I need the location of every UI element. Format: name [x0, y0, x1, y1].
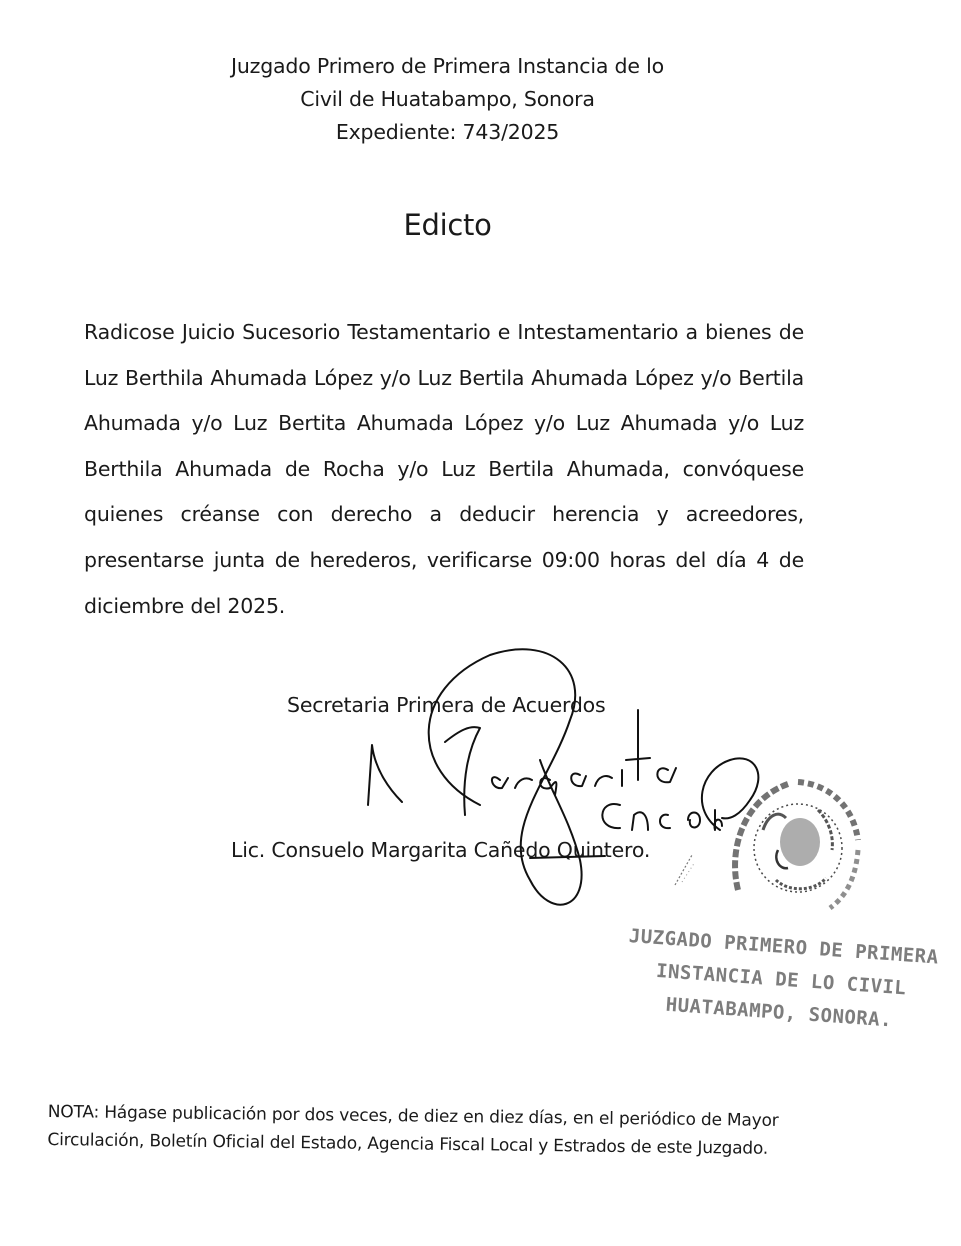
publication-note: NOTA: Hágase publicación por dos veces, de diez en diez días, en el periódico de Mayor Circulación, Boletín Oficial del Estado, Agencia Fiscal Local y Estrados de este Juzgado. [47, 1101, 779, 1159]
stamp-line1: JUZGADO PRIMERO DE PRIMERA [628, 924, 940, 969]
signature-initial [368, 745, 402, 805]
stamp-line3: HUATABAMPO, SONORA. [664, 993, 893, 1032]
mexican-coat-of-arms-seal [718, 770, 870, 922]
signatory-role: Secretaria Primera de Acuerdos [287, 693, 606, 717]
document-title: Edicto [403, 208, 492, 242]
signatory-name: Lic. Consuelo Margarita Cañedo Quintero. [231, 838, 651, 862]
court-header [0, 50, 895, 149]
edict-body: Radicose Juicio Sucesorio Testamentario e Intestamentario a bienes de Luz Berthila Ahumada López y/o Luz Bertila Ahumada López y/o Bertila Ahumada y/o Luz Bertita Ahumada López y/o Luz Ahumada y/o Luz Berthila Ahumada de Rocha y/o Luz Bertila Ahumada, convóquese quienes créanse con derecho a deducir herencia y acreedores, presentarse junta de herederos, verificarse 09:00 horas del día 4 de diciembre del 2025. [84, 320, 804, 618]
signature-underline [530, 856, 605, 858]
signature-arg [492, 777, 556, 795]
court-name-line1: Juzgado Primero de Primera Instancia de lo [231, 54, 664, 78]
case-number: Expediente: 743/2025 [335, 120, 560, 144]
stamp-line2: INSTANCIA DE LO CIVIL [655, 959, 908, 1000]
court-stamp [623, 920, 939, 1040]
signature-ta [626, 710, 676, 782]
stray-ink-marks [670, 850, 710, 890]
signature-loop [429, 649, 582, 904]
court-name-line2: Civil de Huatabampo, Sonora [300, 87, 595, 111]
signature-ari [571, 770, 622, 786]
